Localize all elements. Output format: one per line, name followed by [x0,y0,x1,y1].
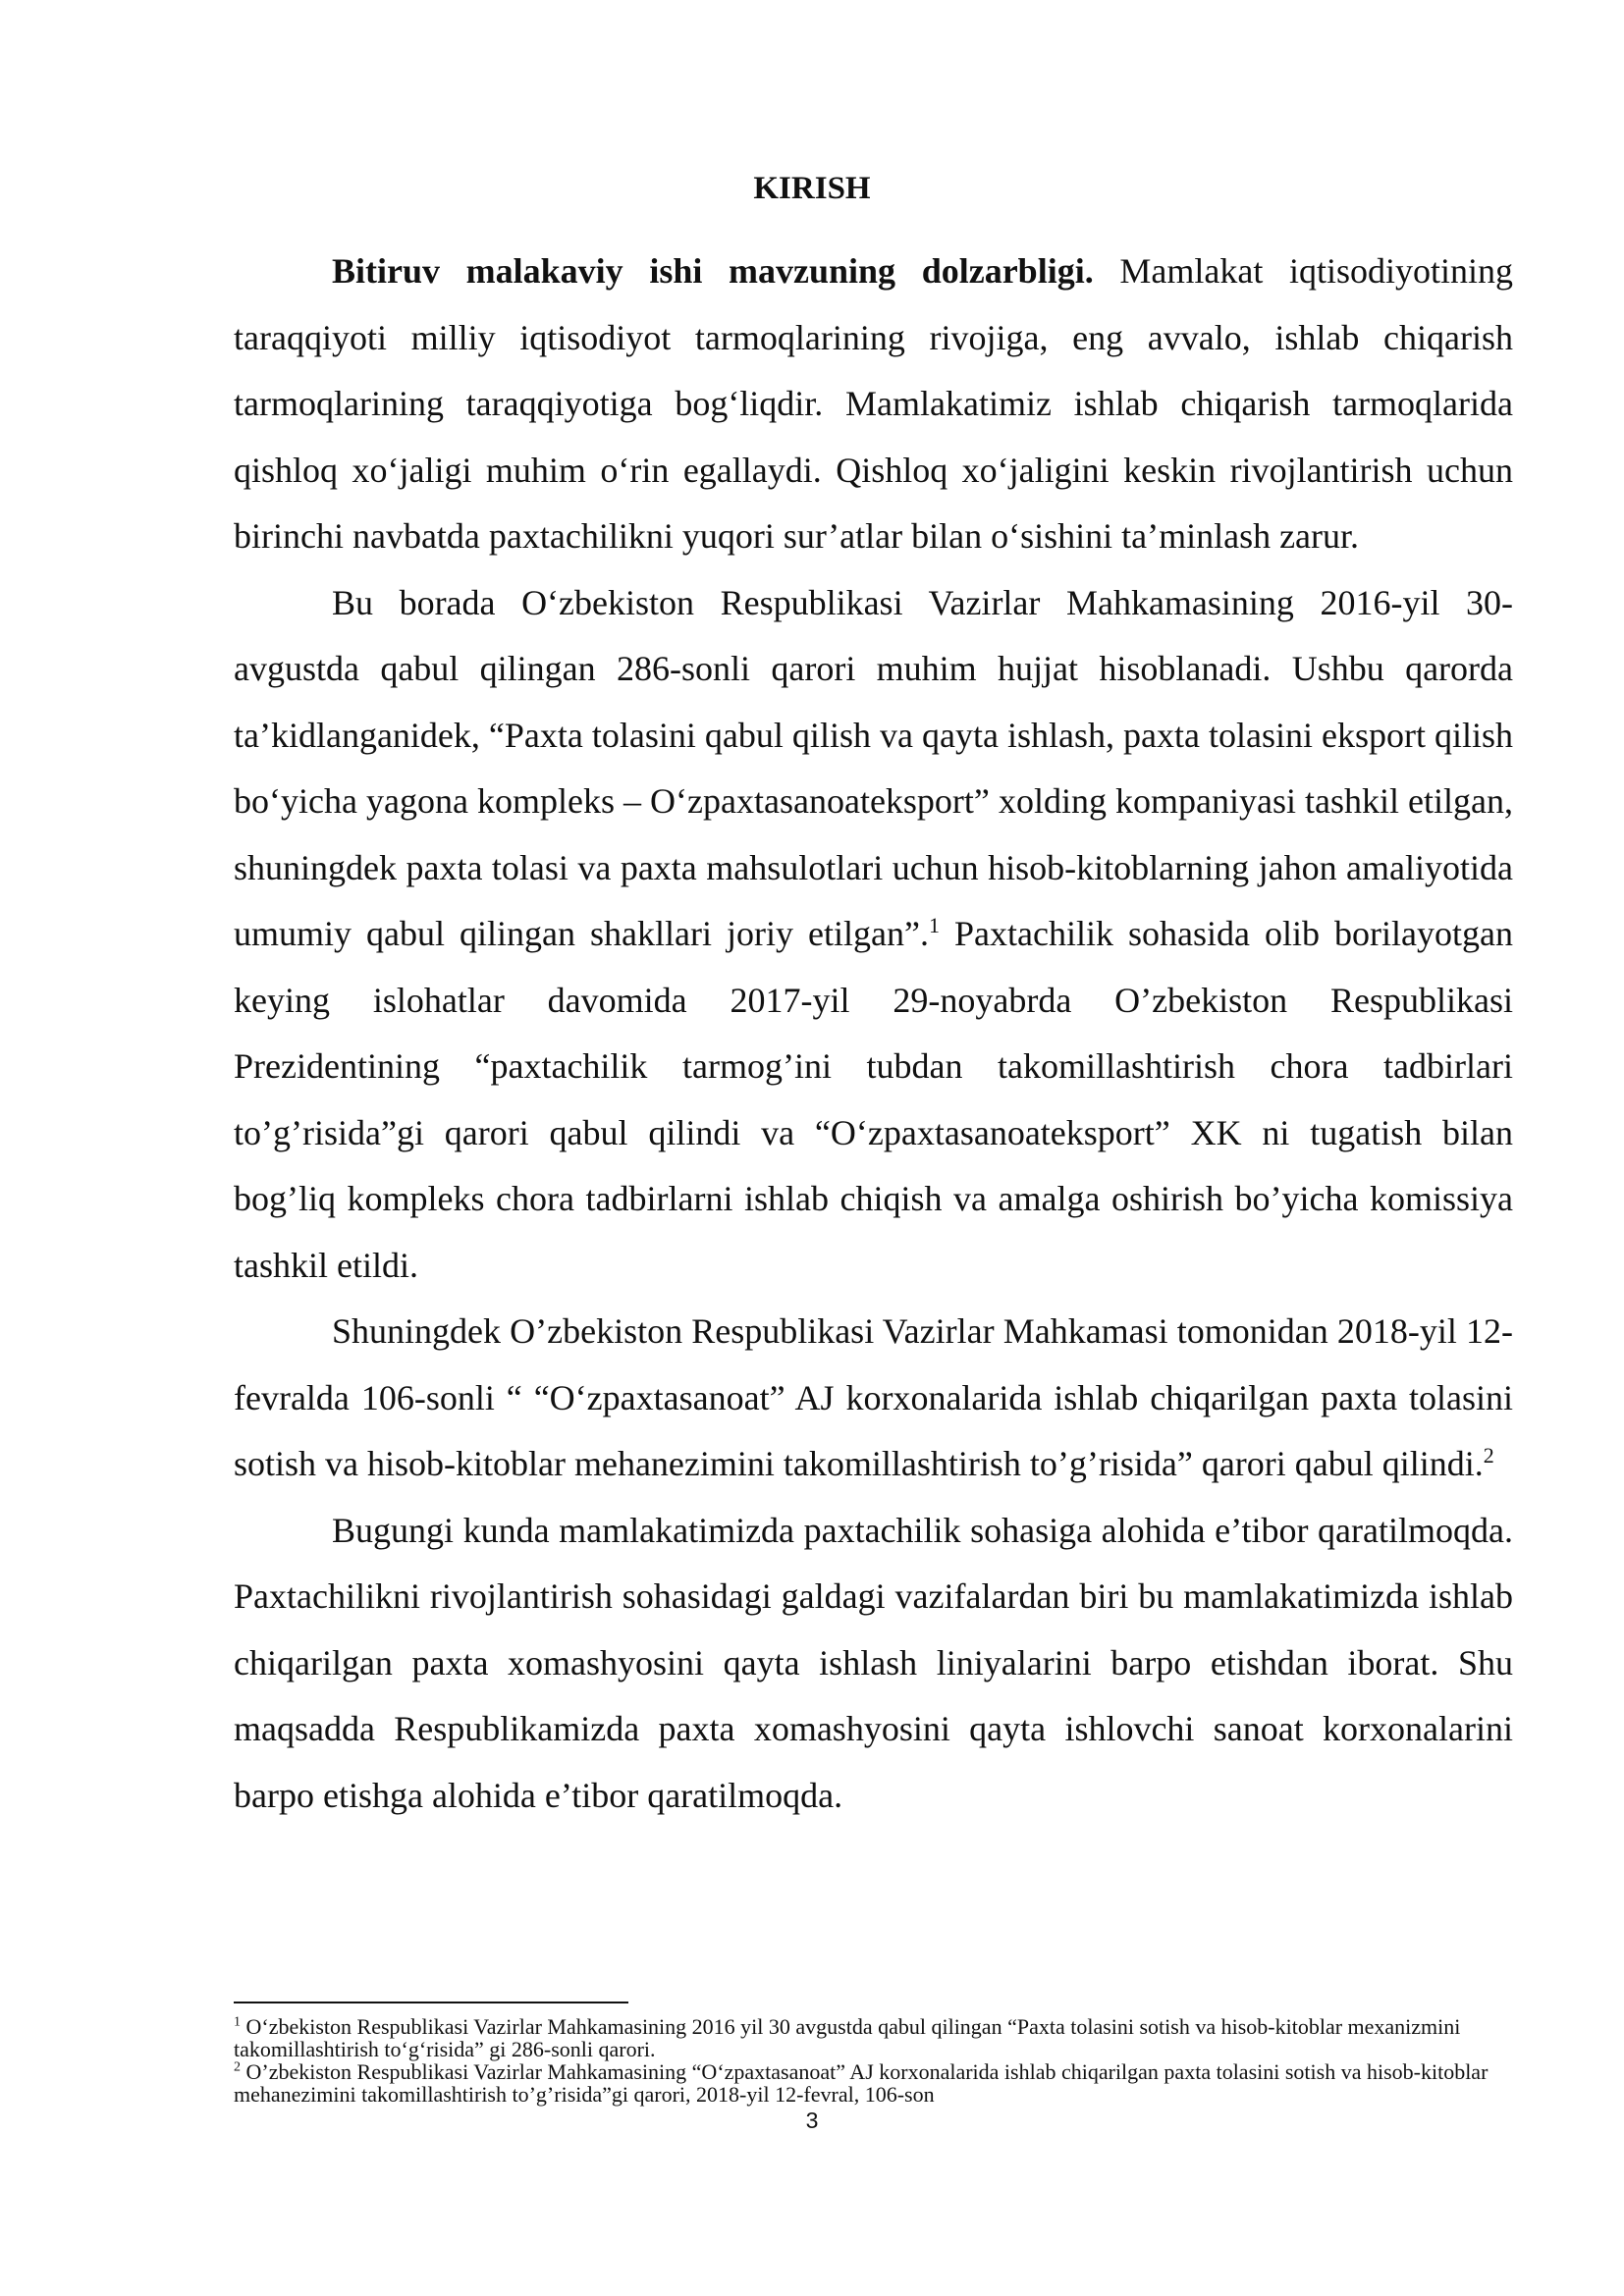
paragraph-text: Paxtachilik sohasida olib borilayotgan keying islohatlar davomida 2017-yil 29-noyabrda O’zbekiston Respublikasi Prezidentining “paxtachilik tarmog’ini tubdan takomillashtirish chora tadbirlari to’g’risida”gi qarori qabul qilindi va “O‘zpaxtasanoateksport” XK ni tugatish bilan bog’liq kompleks chora tadbirlarni ishlab chiqish va amalga oshirish bo’yicha komissiya tashkil etildi. [234,914,1513,1285]
body-text [234,239,1513,1829]
paragraph-relevance [234,239,1513,570]
paragraph-text: Mamlakat iqtisodiyotining taraqqiyoti milliy iqtisodiyot tarmoqlarining rivojiga, eng avvalo, ishlab chiqarish tarmoqlarining taraqqiyotiga bog‘liqdir. Mamlakatimiz ishlab chiqarish tarmoqlarida qishloq xo‘jaligi muhim o‘rin egallaydi. Qishloq xo‘jaligini keskin rivojlantirish uchun birinchi navbatda paxtachilikni yuqori sur’atlar bilan o‘sishini ta’minlash zarur. [234,251,1514,556]
page-number: 3 [805,2108,819,2133]
footnote-item [234,2015,1513,2060]
footnote-number: 1 [234,2014,241,2030]
paragraph-text: Shuningdek O’zbekiston Respublikasi Vazirlar Mahkamasi tomonidan 2018-yil 12-fevralda 106-sonli “ “O‘zpaxtasanoat” AJ korxonalarida ishlab chiqarilgan paxta tolasini sotish va hisob-kitoblar mehanezimini takomillashtirish to’g’risida” qarori qabul qilindi. [234,1311,1513,1483]
footnote-item [234,2060,1513,2106]
footnote-text: O‘zbekiston Respublikasi Vazirlar Mahkamasining 2016 yil 30 avgustda qabul qilingan “Paxta tolasini sotish va hisob-kitoblar mexanizmini takomillashtirish to‘g‘risida” gi 286-sonli qarori. [234,2014,1461,2061]
paragraph-current-focus [234,1498,1513,1830]
paragraph-text: Bugungi kunda mamlakatimizda paxtachilik sohasiga alohida e’tibor qaratilmoqda. Paxtachilikni rivojlantirish sohasidagi galdagi vazifalardan biri bu mamlakatimizda ishlab chiqarilgan paxta xomashyosini qayta ishlash liniyalarini barpo etishdan iborat. Shu maqsadda Respublikamizda paxta xomashyosini qayta ishlovchi sanoat korxonalarini barpo etishga alohida e’tibor qaratilmoqda. [234,1510,1513,1815]
paragraph-text: Bu borada O‘zbekiston Respublikasi Vazirlar Mahkamasining 2016-yil 30-avgustda qabul qilingan 286-sonli qarori muhim hujjat hisoblanadi. Ushbu qarorda ta’kidlanganidek, “Paxta tolasini qabul qilish va qayta ishlash, paxta tolasini eksport qilish bo‘yicha yagona kompleks – O‘zpaxtasanoateksport” xolding kompaniyasi tashkil etilgan, shuningdek paxta tolasi va paxta mahsulotlari uchun hisob-kitoblarning jahon amaliyotida umumiy qabul qilingan shakllari joriy etilgan”. [234,582,1513,953]
page-title: KIRISH [753,171,871,206]
footnote-ref[interactable]: 2 [1483,1443,1494,1468]
paragraph-decree-2018 [234,1299,1513,1498]
footnote-number: 2 [234,2059,241,2075]
paragraph-decree-2016 [234,570,1513,1300]
footnote-separator [234,2002,628,2003]
footnote-ref[interactable]: 1 [929,913,940,937]
paragraph-lead: Bitiruv malakaviy ishi mavzuning dolzarbligi. [332,251,1094,291]
footnotes [234,2015,1513,2106]
footnote-text: O’zbekiston Respublikasi Vazirlar Mahkamasining “O‘zpaxtasanoat” AJ korxonalarida ishlab chiqarilgan paxta tolasini sotish va hisob-kitoblar mehanezimini takomillashtirish to’g’risida”gi qarori, 2018-yil 12-fevral, 106-son [234,2059,1489,2107]
